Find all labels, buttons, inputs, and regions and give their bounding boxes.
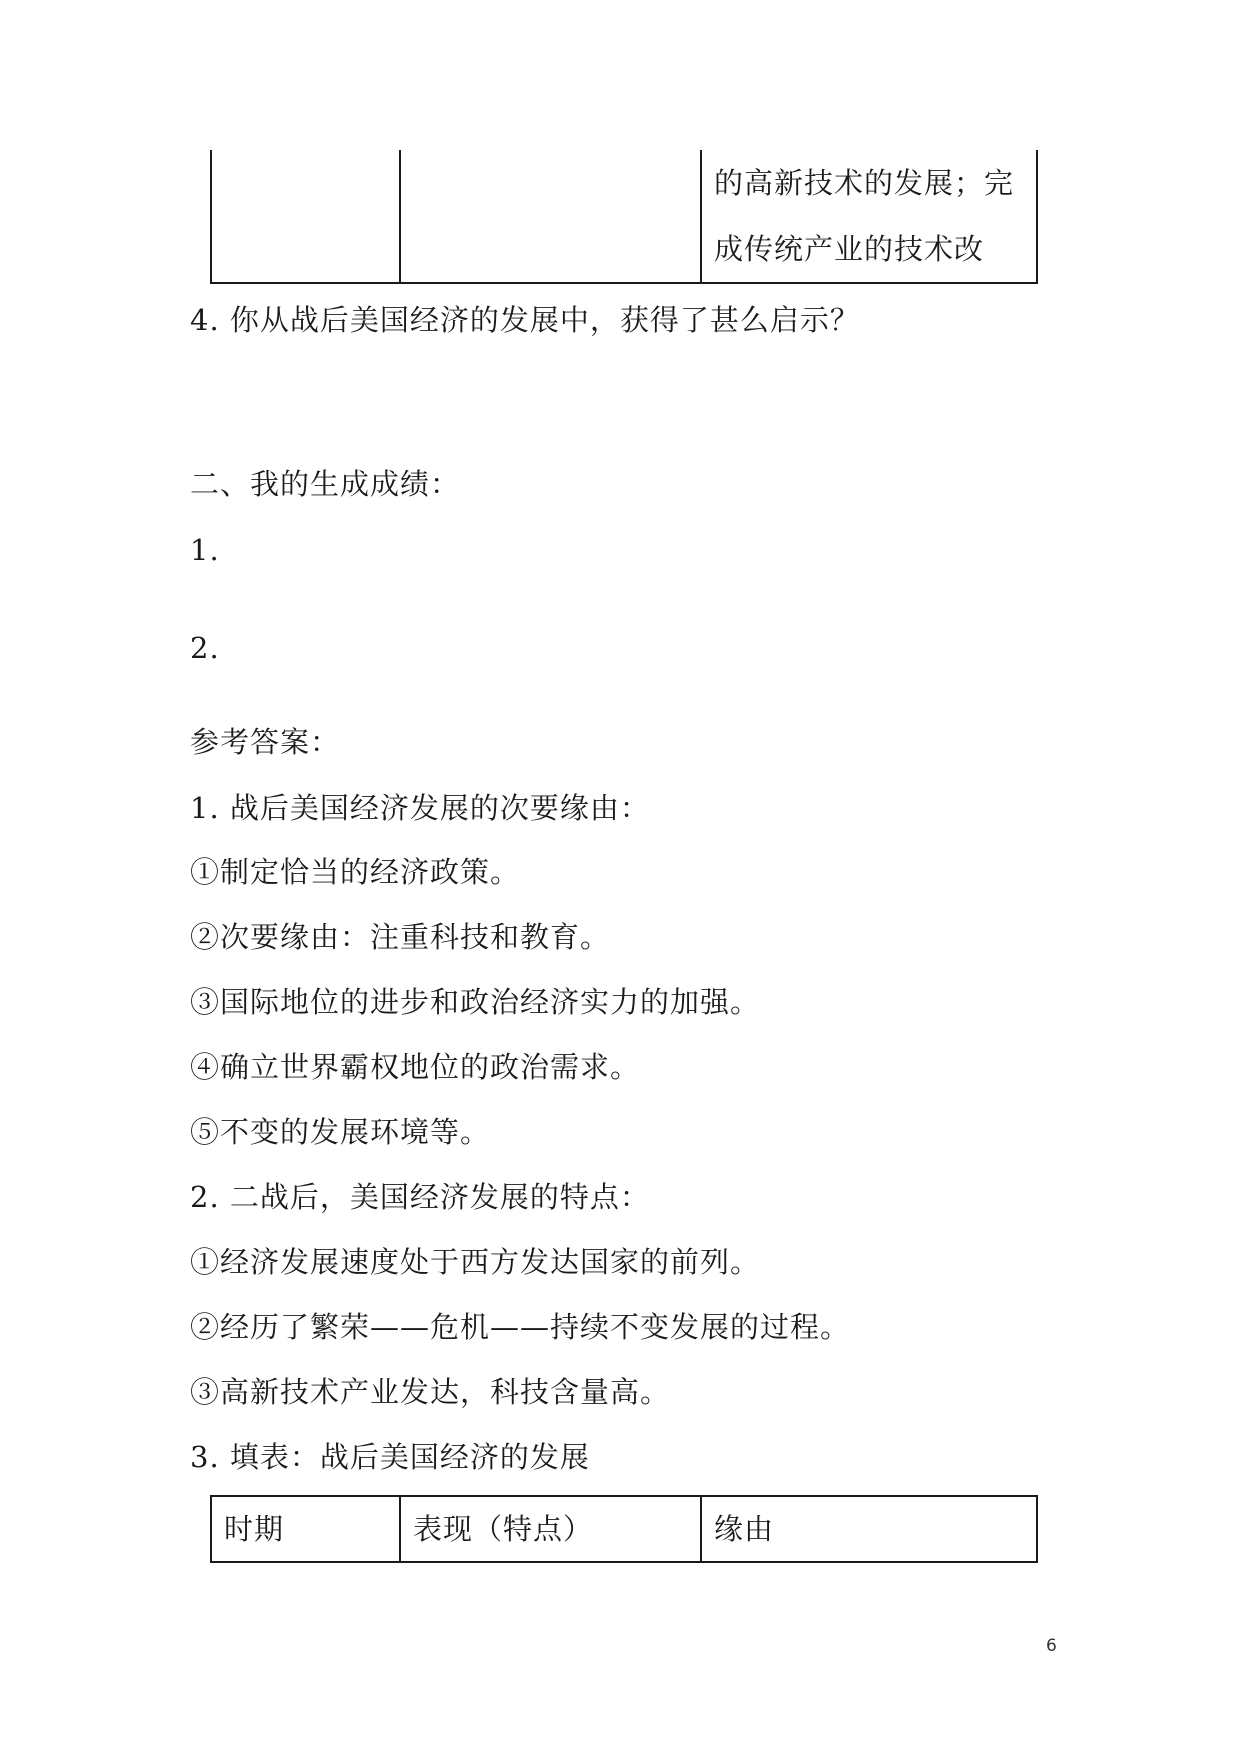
header-period: 时期 bbox=[211, 1496, 400, 1562]
reason-line: 的高新技术的发展；完 bbox=[714, 166, 1015, 200]
header-performance: 表现（特点） bbox=[400, 1496, 701, 1562]
answer-1-point-3: ③国际地位的进步和政治经济实力的加强。 bbox=[190, 985, 761, 1019]
section-2-item-1: 1. bbox=[190, 533, 220, 567]
answer-2-title: 2. 二战后，美国经济发展的特点： bbox=[190, 1180, 650, 1214]
table-cell-performance bbox=[400, 150, 701, 283]
section-2-item-2: 2. bbox=[190, 631, 220, 665]
reason-line: 成传统产业的技术改 bbox=[714, 232, 985, 266]
section-2-heading: 二、我的生成成绩： bbox=[190, 467, 461, 501]
answer-1-point-5: ⑤不变的发展环境等。 bbox=[190, 1115, 491, 1149]
answer-3-title: 3. 填表：战后美国经济的发展 bbox=[190, 1440, 590, 1474]
question-4: 4. 你从战后美国经济的发展中，获得了甚么启示？ bbox=[190, 303, 860, 337]
development-table bbox=[210, 1495, 1038, 1563]
answer-2-point-3: ③高新技术产业发达，科技含量高。 bbox=[190, 1375, 671, 1409]
answer-2-point-2: ②经历了繁荣——危机——持续不变发展的过程。 bbox=[190, 1310, 851, 1344]
page-number: 6 bbox=[1046, 1636, 1057, 1656]
table-cell-period bbox=[211, 150, 400, 283]
header-reason: 缘由 bbox=[701, 1496, 1037, 1562]
answer-1-title: 1. 战后美国经济发展的次要缘由： bbox=[190, 791, 650, 825]
table-row bbox=[211, 150, 1037, 283]
continued-table bbox=[210, 150, 1038, 284]
answers-heading: 参考答案： bbox=[190, 725, 341, 759]
answer-1-point-1: ①制定恰当的经济政策。 bbox=[190, 855, 521, 889]
answer-1-point-4: ④确立世界霸权地位的政治需求。 bbox=[190, 1050, 641, 1084]
table-cell-reason bbox=[701, 150, 1037, 283]
answer-2-point-1: ①经济发展速度处于西方发达国家的前列。 bbox=[190, 1245, 761, 1279]
answer-1-point-2: ②次要缘由：注重科技和教育。 bbox=[190, 920, 611, 954]
table-header-row bbox=[211, 1496, 1037, 1562]
